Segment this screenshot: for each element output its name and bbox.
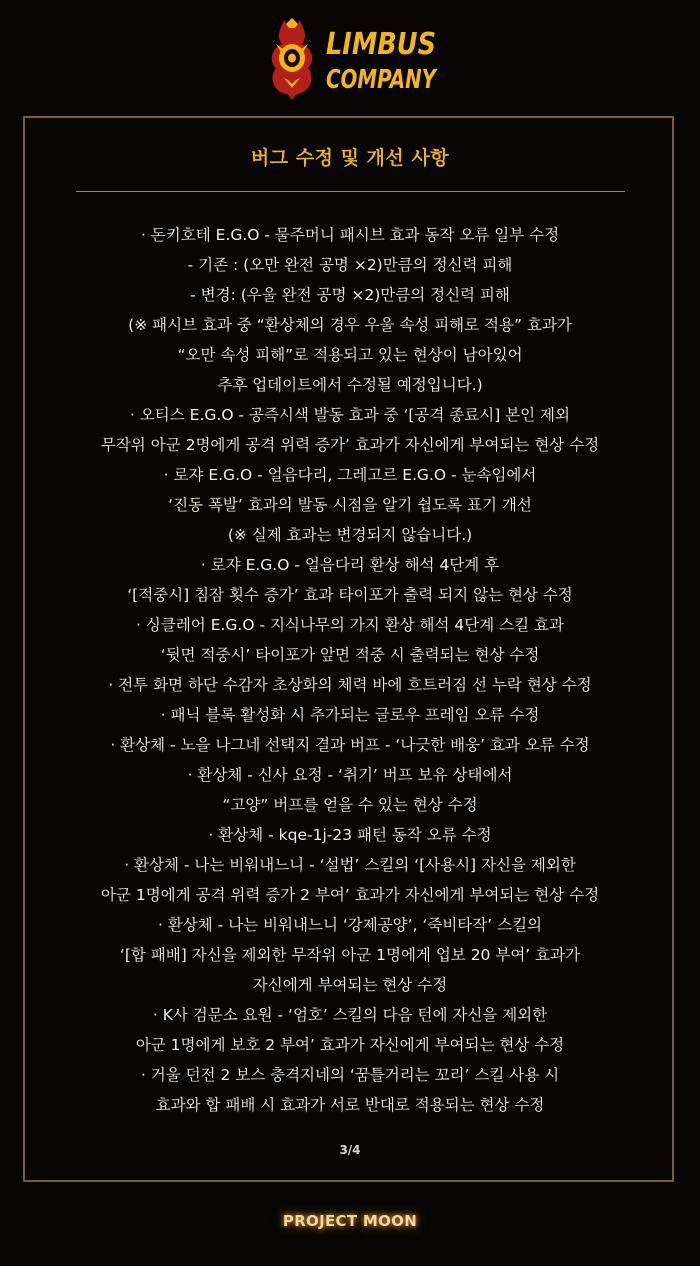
patch-note-line: ‘진동 폭발’ 효과의 발동 시점을 알기 쉽도록 표기 개선 — [168, 496, 532, 514]
patch-note-line: · 거울 던전 2 보스 충격지네의 ‘꿈틀거리는 꼬리’ 스킬 사용 시 — [140, 1066, 560, 1084]
patch-note-line: · 로쟈 E.G.O - 얼음다리 환상 해석 4단계 후 — [200, 556, 500, 574]
patch-note-line: · 전투 화면 하단 수감자 초상화의 체력 바에 흐트러짐 선 누락 현상 수정 — [108, 676, 592, 694]
patch-note-line: · K사 검문소 요원 - ‘엄호’ 스킬의 다음 턴에 자신을 제외한 — [152, 1006, 548, 1024]
patch-note-line: · 환상체 - 신사 요정 - ‘취기’ 버프 보유 상태에서 — [187, 766, 513, 784]
title-divider — [76, 191, 625, 192]
patch-note-line: 아군 1명에게 공격 위력 증가 2 부여’ 효과가 자신에게 부여되는 현상 수정 — [100, 886, 600, 904]
logo-line-2: COMPANY — [326, 65, 439, 95]
patch-note-line: ‘뒷면 적중시’ 타이포가 앞면 적중 시 출력되는 현상 수정 — [160, 646, 540, 664]
patch-note-line: · 환상체 - 노을 나그네 선택지 결과 버프 - ‘나긋한 배웅’ 효과 오류 수정 — [110, 736, 590, 754]
patch-note-line: 추후 업데이트에서 수정될 예정입니다.) — [217, 376, 483, 394]
panel-title: 버그 수정 및 개선 사항 — [250, 147, 450, 169]
project-moon-footer: PROJECT MOON — [282, 1212, 418, 1230]
patch-note-line: - 변경: (우울 완전 공명 ×2)만큼의 정신력 피해 — [190, 286, 510, 304]
page-indicator: 3/4 — [339, 1143, 361, 1157]
patch-note-line: 자신에게 부여되는 현상 수정 — [252, 976, 448, 994]
logo-line-1: LIMBUS — [326, 27, 436, 62]
patch-note-line: · 돈키호테 E.G.O - 물주머니 패시브 효과 동작 오류 일부 수정 — [140, 226, 560, 244]
patch-note-line: · 환상체 - kqe-1j-23 패턴 동작 오류 수정 — [208, 826, 492, 844]
patch-note-line: 아군 1명에게 보호 2 부여’ 효과가 자신에게 부여되는 현상 수정 — [135, 1036, 565, 1054]
patch-note-line: ‘[합 패배] 자신을 제외한 무작위 아군 1명에게 업보 20 부여’ 효과가 — [119, 946, 581, 964]
patch-note-line: (※ 실제 효과는 변경되지 않습니다.) — [227, 526, 473, 544]
patch-note-line: 무작위 아군 2명에게 공격 위력 증가’ 효과가 자신에게 부여되는 현상 수정 — [100, 436, 600, 454]
patch-note-line: · 로쟈 E.G.O - 얼음다리, 그레고르 E.G.O - 눈속임에서 — [163, 466, 537, 484]
patch-note-line: ‘[적중시] 침잠 횟수 증가’ 효과 타이포가 출력 되지 않는 현상 수정 — [127, 586, 573, 604]
patch-note-line: · 싱클레어 E.G.O - 지식나무의 가지 환상 해석 4단계 스킬 효과 — [136, 616, 564, 634]
patch-note-line: · 환상체 - 나는 비워내느니 - ‘설법’ 스킬의 ‘[사용시] 자신을 제외한 — [124, 856, 576, 874]
patch-notes-list — [30, 220, 670, 1120]
patch-note-line: · 환상체 - 나는 비워내느니 ‘강제공양’, ‘죽비타작’ 스킬의 — [157, 916, 543, 934]
patch-note-line: - 기존 : (오만 완전 공명 ×2)만큼의 정신력 피해 — [187, 256, 513, 274]
limbus-company-logo — [262, 14, 442, 100]
patch-note-line: “오만 속성 피해”로 적용되고 있는 현상이 남아있어 — [177, 346, 523, 364]
logo-emblem-icon — [272, 18, 313, 100]
patch-note-line: · 패닉 블록 활성화 시 추가되는 글로우 프레임 오류 수정 — [160, 706, 540, 724]
patch-note-line: · 오티스 E.G.O - 공즉시색 발동 효과 중 ‘[공격 종료시] 본인 제외 — [129, 406, 571, 424]
patch-note-line: 효과와 합 패배 시 효과가 서로 반대로 적용되는 현상 수정 — [155, 1096, 545, 1114]
patch-note-line: (※ 패시브 효과 중 “환상체의 경우 우울 속성 피해로 적용” 효과가 — [128, 316, 572, 334]
patch-note-line: “고양” 버프를 얻을 수 있는 현상 수정 — [222, 796, 478, 814]
